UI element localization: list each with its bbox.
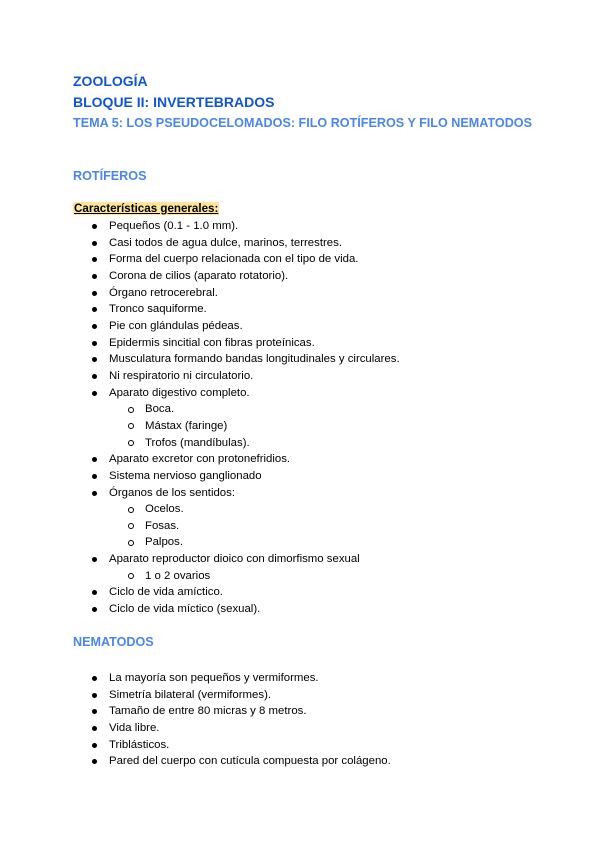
bullet-disc-icon xyxy=(92,693,97,698)
bullet-disc-icon xyxy=(92,590,97,595)
bullet-disc-icon xyxy=(92,557,97,562)
bullet-disc-icon xyxy=(92,607,97,612)
bullet-disc-icon xyxy=(92,743,97,748)
bullet-disc-icon xyxy=(92,307,97,312)
list-item-text: Ocelos. xyxy=(145,503,184,516)
list-item-text: Pared del cuerpo con cutícula compuesta por colágeno. xyxy=(109,755,391,768)
list-item-text: Forma del cuerpo relacionada con el tipo de vida. xyxy=(109,253,359,266)
bullet-circle-icon xyxy=(128,440,134,446)
list-item-text: Aparato digestivo completo. xyxy=(109,386,250,399)
list-item-text: Aparato excretor con protonefridios. xyxy=(109,453,291,466)
list-item xyxy=(0,670,391,687)
list-item-text: Órganos de los sentidos: xyxy=(109,486,236,499)
bullet-disc-icon xyxy=(92,291,97,296)
list-item-text: Aparato reproductor dioico con dimorfismo sexual xyxy=(109,553,360,566)
bullet-disc-icon xyxy=(92,391,97,396)
topic-title: TEMA 5: LOS PSEUDOCELOMADOS: FILO ROTÍFEROS Y FILO NEMATODOS xyxy=(73,116,532,130)
list-item-text: Trofos (mandíbulas). xyxy=(145,436,250,449)
list-item xyxy=(0,584,400,601)
list-item xyxy=(0,451,400,468)
list-item-text: Sistema nervioso ganglionado xyxy=(109,469,262,482)
list-item xyxy=(0,501,400,518)
list-item-text: Musculatura formando bandas longitudinales y circulares. xyxy=(109,353,400,366)
block-title: BLOQUE II: INVERTEBRADOS xyxy=(73,94,275,110)
bullet-circle-icon xyxy=(128,423,134,429)
list-item xyxy=(0,568,400,585)
list-item xyxy=(0,285,400,302)
list-item xyxy=(0,601,400,618)
bullet-disc-icon xyxy=(92,474,97,479)
list-item-text: Fosas. xyxy=(145,519,180,532)
list-item-text: Boca. xyxy=(145,403,175,416)
list-item xyxy=(0,318,400,335)
bullet-disc-icon xyxy=(92,491,97,496)
list-item-text: 1 o 2 ovarios xyxy=(145,569,211,582)
bullet-disc-icon xyxy=(92,341,97,346)
list-item-text: Tamaño de entre 80 micras y 8 metros. xyxy=(109,705,307,718)
bullet-disc-icon xyxy=(92,709,97,714)
list-item xyxy=(0,518,400,535)
bullet-disc-icon xyxy=(92,374,97,379)
bullet-disc-icon xyxy=(92,676,97,681)
list-item xyxy=(0,235,400,252)
bullet-disc-icon xyxy=(92,257,97,262)
list-item xyxy=(0,737,391,754)
list-item-text: Órgano retrocerebral. xyxy=(109,286,218,299)
list-item xyxy=(0,534,400,551)
list-item xyxy=(0,268,400,285)
list-item xyxy=(0,687,391,704)
list-item xyxy=(0,335,400,352)
list-item-text: Simetría bilateral (vermiformes). xyxy=(109,688,272,701)
list-item xyxy=(0,703,391,720)
list-item-text: La mayoría son pequeños y vermiformes. xyxy=(109,672,319,684)
bullet-disc-icon xyxy=(92,759,97,764)
bullet-disc-icon xyxy=(92,274,97,279)
bullet-disc-icon xyxy=(92,241,97,246)
highlighted-label: Características generales: xyxy=(74,202,219,215)
bullet-disc-icon xyxy=(92,357,97,362)
list-item xyxy=(0,251,400,268)
list-item-text: Tronco saquiforme. xyxy=(109,303,207,316)
list-item xyxy=(0,720,391,737)
section-title-nematodos: NEMATODOS xyxy=(73,635,154,649)
section-title-rotiferos: ROTÍFEROS xyxy=(73,169,147,183)
list-item xyxy=(0,551,400,568)
list-item-text: Vida libre. xyxy=(109,721,160,734)
subsection-title xyxy=(73,201,219,217)
list-item xyxy=(0,418,400,435)
list-item xyxy=(0,218,400,235)
list-item-text: Pequeños (0.1 - 1.0 mm). xyxy=(109,220,239,232)
list-item xyxy=(0,351,400,368)
subject-title: ZOOLOGÍA xyxy=(73,73,148,89)
list-item xyxy=(0,468,400,485)
bullet-disc-icon xyxy=(92,457,97,462)
list-item-text: Ciclo de vida míctico (sexual). xyxy=(109,603,261,616)
rotiferos-list xyxy=(0,218,400,618)
list-item xyxy=(0,368,400,385)
bullet-circle-icon xyxy=(128,507,134,513)
list-item-text: Mástax (faringe) xyxy=(145,419,228,432)
list-item xyxy=(0,485,400,502)
list-item-text: Epidermis sincitial con fibras proteínicas. xyxy=(109,336,315,349)
list-item-text: Ni respiratorio ni circulatorio. xyxy=(109,369,254,382)
list-item xyxy=(0,301,400,318)
bullet-circle-icon xyxy=(128,540,134,546)
list-item-text: Corona de cilios (aparato rotatorio). xyxy=(109,269,289,282)
list-item-text: Pie con glándulas pédeas. xyxy=(109,319,243,332)
list-item xyxy=(0,385,400,402)
list-item-text: Palpos. xyxy=(145,536,183,549)
bullet-disc-icon xyxy=(92,726,97,731)
nematodos-list xyxy=(0,670,391,770)
list-item-text: Ciclo de vida amíctico. xyxy=(109,586,223,599)
list-item xyxy=(0,435,400,452)
bullet-disc-icon xyxy=(92,324,97,329)
bullet-disc-icon xyxy=(92,224,97,229)
list-item xyxy=(0,753,391,770)
list-item-text: Triblásticos. xyxy=(109,738,170,751)
bullet-circle-icon xyxy=(128,407,134,413)
bullet-circle-icon xyxy=(128,523,134,529)
list-item-text: Casi todos de agua dulce, marinos, terrestres. xyxy=(109,236,342,249)
list-item xyxy=(0,401,400,418)
bullet-circle-icon xyxy=(128,573,134,579)
